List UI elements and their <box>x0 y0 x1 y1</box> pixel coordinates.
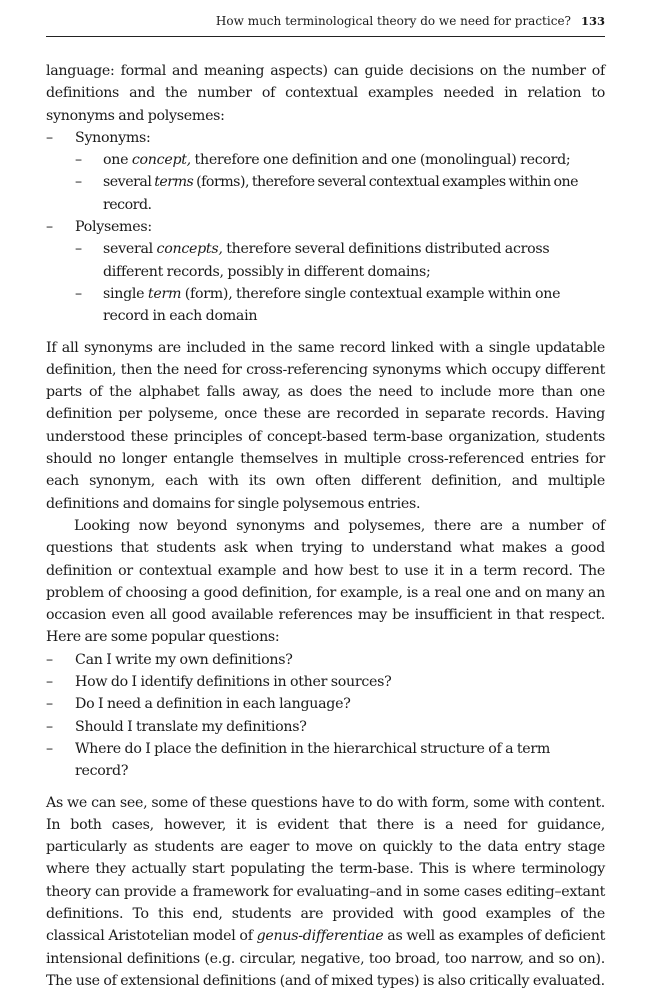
question-item <box>46 716 605 738</box>
sublist-item <box>75 283 605 328</box>
question-item <box>46 693 605 715</box>
dash-bullet: – <box>46 693 53 715</box>
running-header <box>46 6 605 37</box>
dash-bullet: – <box>75 238 82 260</box>
item-text: one <box>103 152 132 168</box>
item-text: several <box>103 174 154 190</box>
question-text: Can I write my own definitions? <box>75 652 293 668</box>
list-item-synonyms <box>46 127 605 216</box>
sublist-item <box>75 149 605 171</box>
polysemes-sublist <box>75 238 605 327</box>
italic-term: genus-differentiae <box>257 928 384 944</box>
dash-bullet: – <box>75 171 82 193</box>
dash-bullet: – <box>46 127 53 149</box>
question-text: How do I identify definitions in other sources? <box>75 674 392 690</box>
sublist-item <box>75 171 605 216</box>
italic-term: concepts, <box>157 241 223 257</box>
questions-list <box>46 649 605 783</box>
definition-list <box>46 127 605 328</box>
dash-bullet: – <box>75 283 82 305</box>
item-text: single <box>103 286 148 302</box>
question-text: Should I translate my definitions? <box>75 719 307 735</box>
question-text: Do I need a definition in each language? <box>75 696 351 712</box>
question-text: Where do I place the definition in the hierarchical structure of a term record? <box>75 741 550 779</box>
page-body <box>46 60 605 992</box>
dash-bullet: – <box>75 149 82 171</box>
question-item <box>46 671 605 693</box>
dash-bullet: – <box>46 649 53 671</box>
item-text: (forms), therefore several contextual examples within one record. <box>103 174 578 212</box>
intro-paragraph: language: formal and meaning aspects) can guide decisions on the number of definitions and the number of contextual examples needed in relation to synonyms and polysemes: <box>46 60 605 127</box>
paragraph-questions-intro: Looking now beyond synonyms and polysemes, there are a number of questions that students ask when trying to understand what makes a good definition or contextual example and how best to use it in a term record. The problem of choosing a good definition, for example, is a real one and on many an occasion even all good available references may be insufficient in that respect. Here are some popular questions: <box>46 515 605 649</box>
polysemes-label: Polysemes: <box>75 219 152 235</box>
dash-bullet: – <box>46 716 53 738</box>
item-text: therefore several definitions distributed across different records, possibly in different domains; <box>103 241 549 279</box>
italic-term: term <box>148 286 181 302</box>
paragraph-text: as well as examples of deficient intensional definitions (e.g. circular, negative, too broad, too narrow, and so on). The use of extensional definitions (and of mixed types) is also critically evaluated. <box>46 928 605 989</box>
item-text: therefore one definition and one (monolingual) record; <box>191 152 571 168</box>
sublist-item <box>75 238 605 283</box>
item-text: (form), therefore single contextual example within one record in each domain <box>103 286 560 324</box>
dash-bullet: – <box>46 216 53 238</box>
dash-bullet: – <box>46 738 53 760</box>
synonyms-label: Synonyms: <box>75 130 151 146</box>
paragraph-text: As we can see, some of these questions have to do with form, some with content. In both cases, however, it is evident that there is a need for guidance, particularly as students are eager to move on quickly to the data entry stage where they actually start populating the term-base. This is where terminology theory can provide a framework for evaluating–and in some cases editing–extant definitions. To this end, students are provided with good examples of the classical Aristotelian model of <box>46 795 605 945</box>
question-item <box>46 649 605 671</box>
dash-bullet: – <box>46 671 53 693</box>
question-item <box>46 738 605 783</box>
running-title: How much terminological theory do we need for practice? <box>216 14 571 28</box>
paragraph-theory-framework <box>46 792 605 992</box>
list-item-polysemes <box>46 216 605 327</box>
italic-term: concept, <box>132 152 191 168</box>
italic-term: terms <box>154 174 193 190</box>
synonyms-sublist <box>75 149 605 216</box>
item-text: several <box>103 241 157 257</box>
paragraph-synonym-records: If all synonyms are included in the same record linked with a single updatable definition, then the need for cross-referencing synonyms which occupy different parts of the alphabet falls away, as does the need to include more than one definition per polyseme, once these are recorded in separate records. Having understood these principles of concept-based term-base organization, students should no longer entangle themselves in multiple cross-referenced entries for each synonym, each with its own often different definition, and multiple definitions and domains for single polysemous entries. <box>46 337 605 515</box>
page-number: 133 <box>581 14 605 28</box>
